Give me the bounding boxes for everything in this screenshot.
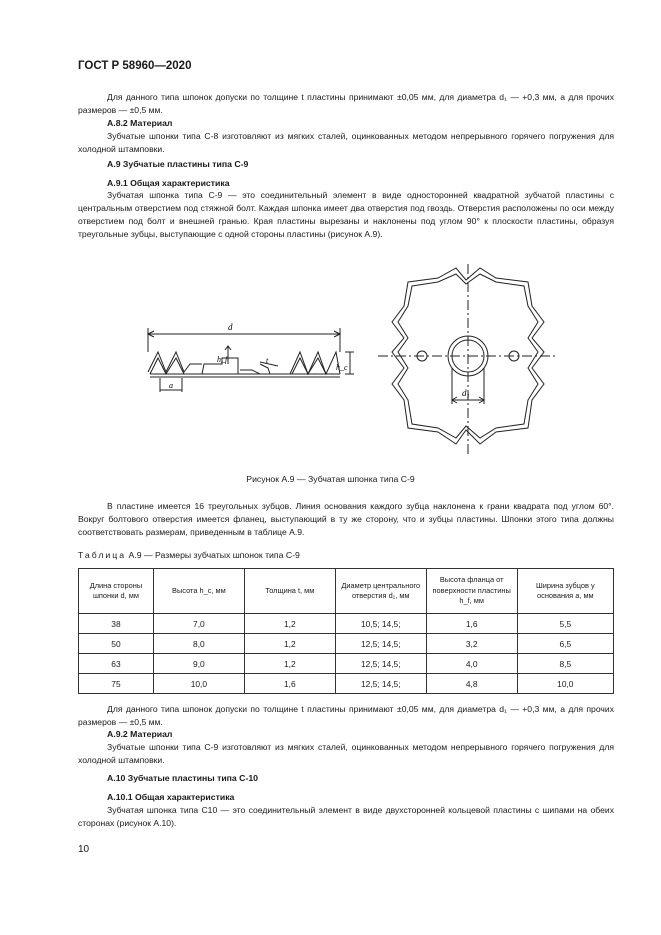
table-cell: 10,0	[517, 674, 613, 694]
heading-a91: А.9.1 Общая характеристика	[107, 178, 230, 188]
table-cell: 1,2	[244, 614, 335, 634]
table-cell: 4,0	[426, 654, 517, 674]
label-hf: h_f	[217, 355, 228, 364]
table-cell: 5,5	[517, 614, 613, 634]
table-cell: 8,5	[517, 654, 613, 674]
paragraph-tolerances-c8: Для данного типа шпонок допуски по толщине t пластины принимают ±0,05 мм, для диаметра d₁ — +0,3 мм, а для прочих размеров — ±0,5 мм.	[78, 92, 614, 115]
heading-a101: А.10.1 Общая характеристика	[107, 792, 235, 802]
table-cell: 12,5; 14,5;	[335, 674, 426, 694]
table-cell: 63	[79, 654, 154, 674]
table-row	[79, 614, 614, 634]
table-cell: 1,6	[244, 674, 335, 694]
table-cell: 1,6	[426, 614, 517, 634]
table-row	[79, 674, 614, 694]
paragraph-general-c9: Зубчатая шпонка типа С-9 — это соединительный элемент в виде односторонней квадратной зубчатой пластины с центральным отверстием под стяжной болт. Каждая шпонка имеет два отверстия под гвоздь. Отверстия расположены по оси между отверстием под болт и внешней гранью. Края пластины вырезаны и наклонены под углом 90° к плоскости пластины, образуя треугольные зубцы, выступающие с одной стороны пластины (рисунок А.9).	[78, 190, 614, 239]
figure-a9-side-view	[140, 320, 360, 400]
label-t: t	[266, 356, 269, 365]
table-header-row	[79, 569, 614, 614]
table-caption-text: А.9 — Размеры зубчатых шпонок типа С-9	[128, 550, 300, 560]
label-a: a	[169, 381, 173, 390]
table-cell: 8,0	[153, 634, 244, 654]
paragraph-tolerances-c9: Для данного типа шпонок допуски по толщине t пластины принимают ±0,05 мм, для диаметра d₁ — +0,3 мм, а для прочих размеров — ±0,5 мм.	[78, 704, 614, 727]
table-caption-prefix: Таблица	[78, 550, 127, 560]
col-header-diameter: Диаметр центрального отверстия d₁, мм	[335, 569, 426, 614]
col-header-height: Высота h_c, мм	[153, 569, 244, 614]
table-cell: 50	[79, 634, 154, 654]
page-number: 10	[78, 844, 90, 855]
heading-a92: А.9.2 Материал	[107, 729, 173, 739]
heading-a82: А.8.2 Материал	[107, 118, 173, 128]
paragraph-general-c10: Зубчатая шпонка типа С10 — это соединительный элемент в виде двухсторонней кольцевой пластины с шипами на обеих сторонах (рисунок А.10).	[78, 805, 614, 828]
label-d: d	[228, 322, 233, 332]
table-cell: 75	[79, 674, 154, 694]
col-header-thickness: Толщина t, мм	[244, 569, 335, 614]
table-cell: 1,2	[244, 634, 335, 654]
label-hc: h_c	[336, 363, 348, 372]
paragraph-teeth-description: В пластине имеется 16 треугольных зубцов. Линия основания каждого зубца наклонена к грани квадрата под углом 60°. Вокруг болтового отверстия имеется фланец, выступающий в ту же сторону, что и зубцы пластины. Шпонки этого типа должны соответствовать размерам, приведенным в таблице А.9.	[78, 501, 614, 537]
table-cell: 3,2	[426, 634, 517, 654]
table-cell: 10,0	[153, 674, 244, 694]
col-header-side-length: Длина стороны шпонки d, мм	[79, 569, 154, 614]
figure-caption: Рисунок А.9 — Зубчатая шпонка типа С-9	[246, 474, 415, 484]
dimensions-table	[78, 568, 614, 694]
table-cell: 10,5; 14,5;	[335, 614, 426, 634]
paragraph-material-c8: Зубчатые шпонки типа С-8 изготовляют из мягких сталей, оцинкованных методом непрерывного горячего погружения для холодной штамповки.	[78, 131, 614, 154]
col-header-teeth-width: Ширина зубцов у основания a, мм	[517, 569, 613, 614]
table-cell: 12,5; 14,5;	[335, 634, 426, 654]
table-row	[79, 634, 614, 654]
document-code: ГОСТ Р 58960—2020	[78, 60, 192, 72]
table-cell: 4,8	[426, 674, 517, 694]
heading-a9: А.9 Зубчатые пластины типа С-9	[107, 159, 249, 169]
paragraph-material-c9: Зубчатые шпонки типа С-9 изготовляют из мягких сталей, оцинкованных методом непрерывного горячего погружения для холодной штамповки.	[78, 742, 614, 765]
label-d1: d₁	[462, 388, 470, 398]
table-cell: 7,0	[153, 614, 244, 634]
table-caption	[78, 550, 300, 560]
table-cell: 12,5; 14,5;	[335, 654, 426, 674]
table-cell: 1,2	[244, 654, 335, 674]
table-cell: 6,5	[517, 634, 613, 654]
table-cell: 38	[79, 614, 154, 634]
col-header-flange-height: Высота фланца от поверхности пластины h_f, мм	[426, 569, 517, 614]
figure-a9-top-view	[378, 264, 558, 454]
table-row	[79, 654, 614, 674]
heading-a10: А.10 Зубчатые пластины типа С-10	[107, 773, 259, 783]
table-cell: 9,0	[153, 654, 244, 674]
